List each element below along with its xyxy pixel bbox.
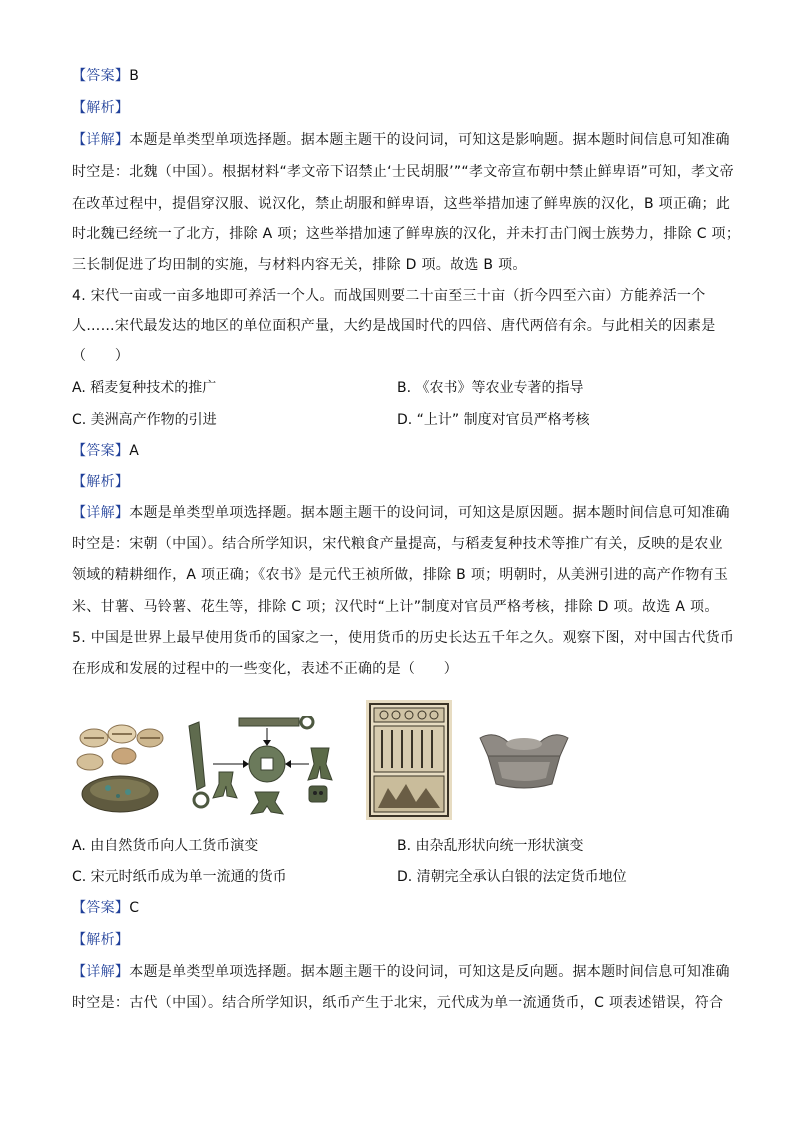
q5-stem-line-2: 在形成和发展的过程中的一些变化，表述不正确的是（ ）	[72, 661, 459, 677]
q5-stem-line-1: 5. 中国是世界上最早使用货币的国家之一，使用货币的历史长达五千年之久。观察下图，对中国古代货币	[72, 630, 735, 646]
shell-money-image	[72, 716, 168, 816]
q3-detail-line-3: 在改革过程中，提倡穿汉服、说汉化，禁止胡服和鲜卑语，这些举措加速了鲜卑族的汉化，B 项正确；此	[72, 196, 731, 212]
q5-detail-line-2: 时空是：古代（中国）。结合所学知识，纸币产生于北宋，元代成为单一流通货币，C 项表述错误，符合	[72, 995, 724, 1011]
q4-analysis-tag: 【解析】	[72, 474, 130, 490]
q5-option-a: A. 由自然货币向人工货币演变	[72, 838, 259, 854]
q4-detail-line-3: 领域的精耕细作，A 项正确；《农书》是元代王祯所做，排除 B 项；明朝时，从美洲引进的高产作物有玉	[72, 567, 729, 583]
q4-option-a: A. 稻麦复种技术的推广	[72, 380, 217, 396]
paper-money-image	[366, 700, 452, 820]
q3-answer-line	[72, 66, 139, 86]
q3-detail-line-4: 时北魏已经统一了北方，排除 A 项；这些举措加速了鲜卑族的汉化，并未打击门阀士族势力，排除 C 项；	[72, 226, 741, 242]
q4-stem-line-3: （ ）	[72, 348, 130, 364]
q4-detail-line-4: 米、甘薯、马铃薯、花生等，排除 C 项；汉代时“上计”制度对官员严格考核，排除 D 项。故选 A 项。	[72, 599, 719, 615]
q4-answer-line	[72, 441, 139, 461]
answer-tag: 【答案】	[72, 68, 130, 84]
q3-analysis-tag: 【解析】	[72, 100, 130, 116]
q4-stem-line-1: 4. 宋代一亩或一亩多地即可养活一个人。而战国则要二十亩至三十亩（折今四至六亩）方能养活一个	[72, 288, 706, 304]
detail-text: 本题是单类型单项选择题。据本题主题干的设问词，可知这是影响题。据本题时间信息可知准确	[129, 132, 730, 148]
q5-analysis-tag: 【解析】	[72, 932, 130, 948]
q3-detail-line-5: 三长制促进了均田制的实施，与材料内容无关，排除 D 项。故选 B 项。	[72, 257, 527, 273]
answer-value: A	[129, 443, 140, 459]
answer-tag: 【答案】	[72, 443, 130, 459]
q3-detail-line-2: 时空是：北魏（中国）。根据材料“孝文帝下诏禁止‘士民胡服’”“孝文帝宣布朝中禁止鲜卑语”可知，孝文帝	[72, 164, 734, 180]
q4-detail-line-1	[72, 503, 730, 523]
q3-detail-line-1	[72, 130, 730, 150]
detail-tag: 【详解】	[72, 964, 130, 980]
detail-text: 本题是单类型单项选择题。据本题主题干的设问词，可知这是反向题。据本题时间信息可知准确	[129, 964, 730, 980]
q5-option-b: B. 由杂乱形状向统一形状演变	[397, 838, 584, 854]
detail-tag: 【详解】	[72, 505, 130, 521]
bronze-coins-image	[183, 716, 343, 816]
q5-answer-line	[72, 898, 139, 918]
q5-option-c: C. 宋元时纸币成为单一流通的货币	[72, 869, 287, 885]
answer-value: C	[129, 900, 140, 916]
detail-tag: 【详解】	[72, 132, 130, 148]
q5-option-d: D. 清朝完全承认白银的法定货币地位	[397, 869, 627, 885]
q4-option-b: B. 《农书》等农业专著的指导	[397, 380, 584, 396]
q5-detail-line-1	[72, 962, 730, 982]
q4-option-c: C. 美洲高产作物的引进	[72, 412, 217, 428]
answer-value: B	[129, 68, 140, 84]
q4-detail-line-2: 时空是：宋朝（中国）。结合所学知识，宋代粮食产量提高，与稻麦复种技术等推广有关，反映的是农业	[72, 536, 723, 552]
q4-option-d: D. “上计” 制度对官员严格考核	[397, 412, 590, 428]
silver-ingot-image	[474, 726, 574, 796]
detail-text: 本题是单类型单项选择题。据本题主题干的设问词，可知这是原因题。据本题时间信息可知准确	[129, 505, 730, 521]
answer-tag: 【答案】	[72, 900, 130, 916]
q4-stem-line-2: 人……宋代最发达的地区的单位面积产量，大约是战国时代的四倍、唐代两倍有余。与此相关的因素是	[72, 318, 716, 334]
